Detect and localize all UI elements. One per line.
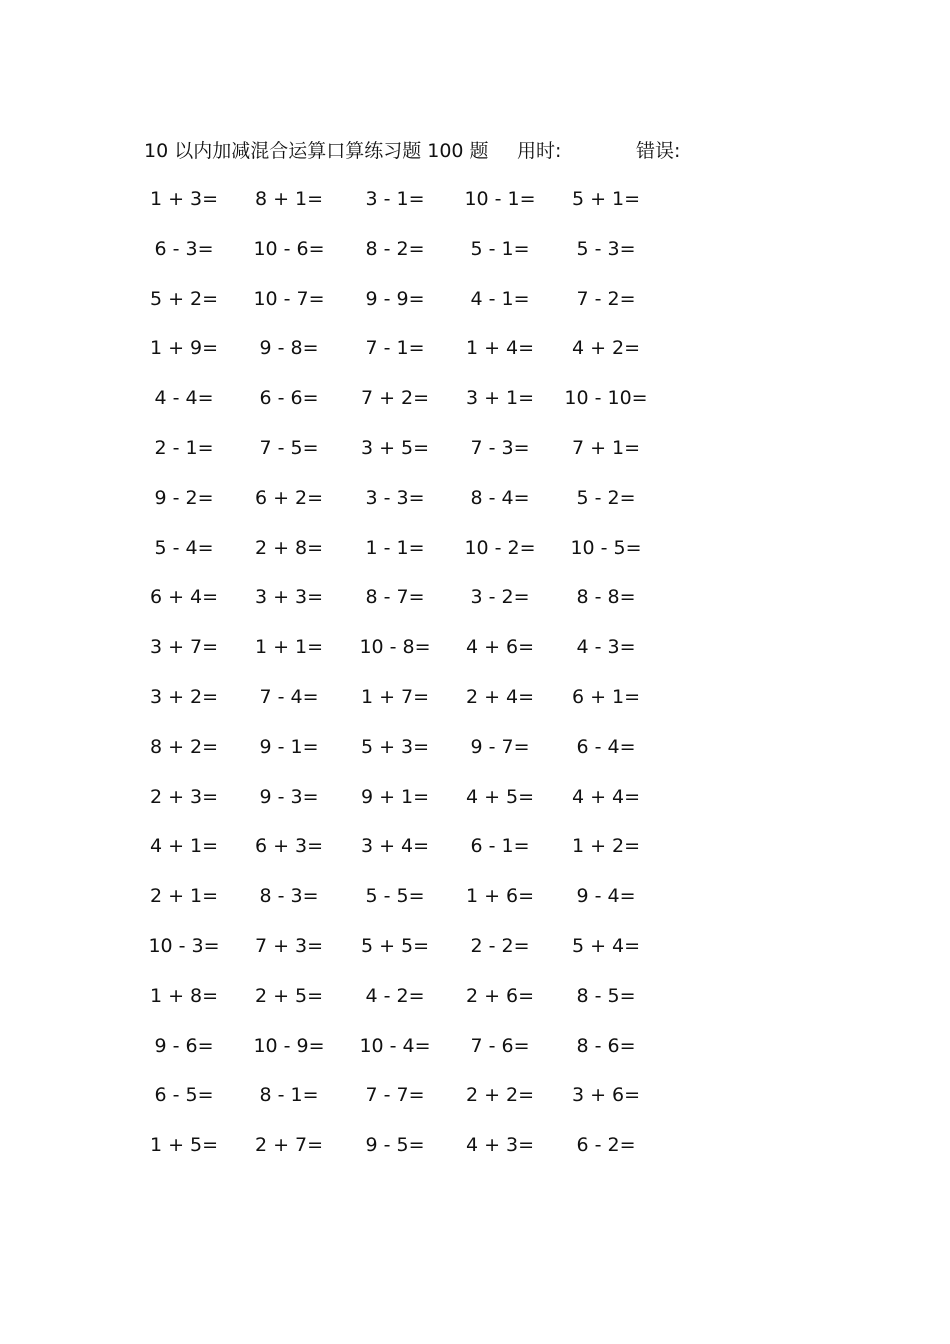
math-problem: 4 - 3= — [576, 636, 636, 659]
math-problem: 4 - 4= — [154, 387, 214, 410]
math-problem: 8 - 4= — [470, 486, 530, 509]
math-problem: 2 + 2= — [465, 1084, 535, 1107]
math-problem: 4 + 5= — [465, 785, 535, 808]
math-problem: 10 - 6= — [253, 237, 325, 260]
math-problem: 3 + 4= — [360, 835, 430, 858]
math-problem: 8 - 6= — [576, 1034, 636, 1057]
math-problem: 8 - 5= — [576, 984, 636, 1007]
math-problem: 3 + 3= — [254, 586, 324, 609]
math-problem: 7 - 6= — [470, 1034, 530, 1057]
problem-row — [0, 583, 950, 633]
problem-row — [0, 882, 950, 932]
math-problem: 1 + 8= — [149, 984, 219, 1007]
problem-row — [0, 434, 950, 484]
math-problem: 2 + 8= — [254, 536, 324, 559]
problem-row — [0, 534, 950, 584]
math-problem: 7 + 3= — [254, 934, 324, 957]
problem-row — [0, 832, 950, 882]
math-problem: 1 + 9= — [149, 337, 219, 360]
math-problem: 2 + 1= — [149, 885, 219, 908]
math-problem: 3 - 2= — [470, 586, 530, 609]
math-problem: 2 - 1= — [154, 436, 214, 459]
math-problem: 7 - 1= — [365, 337, 425, 360]
math-problem: 5 + 4= — [571, 934, 641, 957]
problem-grid — [0, 185, 950, 1181]
worksheet-title: 10 以内加减混合运算口算练习题 100 题 — [144, 140, 489, 162]
math-problem: 5 - 3= — [576, 237, 636, 260]
math-problem: 6 - 1= — [470, 835, 530, 858]
problem-row — [0, 733, 950, 783]
math-problem: 8 - 1= — [259, 1084, 319, 1107]
math-problem: 3 - 1= — [365, 188, 425, 210]
math-problem: 1 + 7= — [360, 685, 430, 708]
math-problem: 2 + 6= — [465, 984, 535, 1007]
math-problem: 6 - 6= — [259, 387, 319, 410]
math-problem: 8 + 1= — [254, 188, 324, 210]
math-problem: 4 + 6= — [465, 636, 535, 659]
math-problem: 9 - 8= — [259, 337, 319, 360]
math-problem: 6 + 4= — [149, 586, 219, 609]
math-problem: 10 - 10= — [564, 387, 648, 410]
math-problem: 3 + 7= — [149, 636, 219, 659]
math-problem: 6 + 2= — [254, 486, 324, 509]
math-problem: 9 - 7= — [470, 735, 530, 758]
math-problem: 7 - 2= — [576, 287, 636, 310]
math-problem: 5 - 2= — [576, 486, 636, 509]
math-problem: 1 - 1= — [365, 536, 425, 559]
math-problem: 10 - 1= — [464, 188, 536, 210]
math-problem: 10 - 7= — [253, 287, 325, 310]
math-problem: 3 - 3= — [365, 486, 425, 509]
math-problem: 8 - 3= — [259, 885, 319, 908]
problem-row — [0, 235, 950, 285]
math-problem: 9 - 3= — [259, 785, 319, 808]
math-problem: 7 + 1= — [571, 436, 641, 459]
math-problem: 10 - 8= — [359, 636, 431, 659]
problem-row — [0, 185, 950, 235]
math-problem: 5 + 1= — [571, 188, 641, 210]
math-problem: 6 - 2= — [576, 1134, 636, 1157]
math-problem: 8 - 7= — [365, 586, 425, 609]
errors-label: 错误: — [636, 140, 681, 162]
math-problem: 2 + 7= — [254, 1134, 324, 1157]
math-problem: 7 - 5= — [259, 436, 319, 459]
problem-row — [0, 384, 950, 434]
math-problem: 4 + 2= — [571, 337, 641, 360]
problem-row — [0, 633, 950, 683]
math-problem: 7 - 3= — [470, 436, 530, 459]
math-problem: 1 + 5= — [149, 1134, 219, 1157]
math-problem: 9 - 6= — [154, 1034, 214, 1057]
math-problem: 3 + 5= — [360, 436, 430, 459]
math-problem: 8 - 8= — [576, 586, 636, 609]
math-problem: 7 - 7= — [365, 1084, 425, 1107]
math-problem: 6 + 3= — [254, 835, 324, 858]
math-problem: 5 - 4= — [154, 536, 214, 559]
math-problem: 4 - 2= — [365, 984, 425, 1007]
math-problem: 1 + 4= — [465, 337, 535, 360]
math-problem: 3 + 6= — [571, 1084, 641, 1107]
math-problem: 2 + 5= — [254, 984, 324, 1007]
math-problem: 4 + 1= — [149, 835, 219, 858]
math-problem: 7 + 2= — [360, 387, 430, 410]
math-problem: 9 - 2= — [154, 486, 214, 509]
problem-row — [0, 285, 950, 335]
math-problem: 10 - 5= — [570, 536, 642, 559]
math-problem: 9 - 4= — [576, 885, 636, 908]
math-problem: 9 - 1= — [259, 735, 319, 758]
math-problem: 5 - 1= — [470, 237, 530, 260]
math-problem: 5 - 5= — [365, 885, 425, 908]
math-problem: 1 + 3= — [149, 188, 219, 210]
math-problem: 3 + 1= — [465, 387, 535, 410]
problem-row — [0, 683, 950, 733]
math-problem: 10 - 9= — [253, 1034, 325, 1057]
math-problem: 4 + 4= — [571, 785, 641, 808]
math-problem: 1 + 1= — [254, 636, 324, 659]
problem-row — [0, 1131, 950, 1181]
problem-row — [0, 982, 950, 1032]
problem-row — [0, 1081, 950, 1131]
problem-row — [0, 783, 950, 833]
math-problem: 6 - 4= — [576, 735, 636, 758]
math-problem: 6 - 3= — [154, 237, 214, 260]
math-problem: 6 + 1= — [571, 685, 641, 708]
math-problem: 9 + 1= — [360, 785, 430, 808]
problem-row — [0, 484, 950, 534]
math-problem: 3 + 2= — [149, 685, 219, 708]
math-problem: 9 - 9= — [365, 287, 425, 310]
math-problem: 1 + 2= — [571, 835, 641, 858]
math-problem: 2 + 3= — [149, 785, 219, 808]
math-problem: 9 - 5= — [365, 1134, 425, 1157]
problem-row — [0, 932, 950, 982]
math-problem: 8 - 2= — [365, 237, 425, 260]
math-problem: 5 + 3= — [360, 735, 430, 758]
math-problem: 10 - 4= — [359, 1034, 431, 1057]
time-used-label: 用时: — [517, 140, 562, 162]
math-problem: 5 + 5= — [360, 934, 430, 957]
math-problem: 4 + 3= — [465, 1134, 535, 1157]
math-problem: 10 - 2= — [464, 536, 536, 559]
math-problem: 10 - 3= — [148, 934, 220, 957]
math-problem: 8 + 2= — [149, 735, 219, 758]
math-problem: 2 + 4= — [465, 685, 535, 708]
math-problem: 2 - 2= — [470, 934, 530, 957]
problem-row — [0, 334, 950, 384]
math-problem: 4 - 1= — [470, 287, 530, 310]
problem-row — [0, 1032, 950, 1082]
math-problem: 5 + 2= — [149, 287, 219, 310]
math-problem: 1 + 6= — [465, 885, 535, 908]
math-problem: 7 - 4= — [259, 685, 319, 708]
math-problem: 6 - 5= — [154, 1084, 214, 1107]
